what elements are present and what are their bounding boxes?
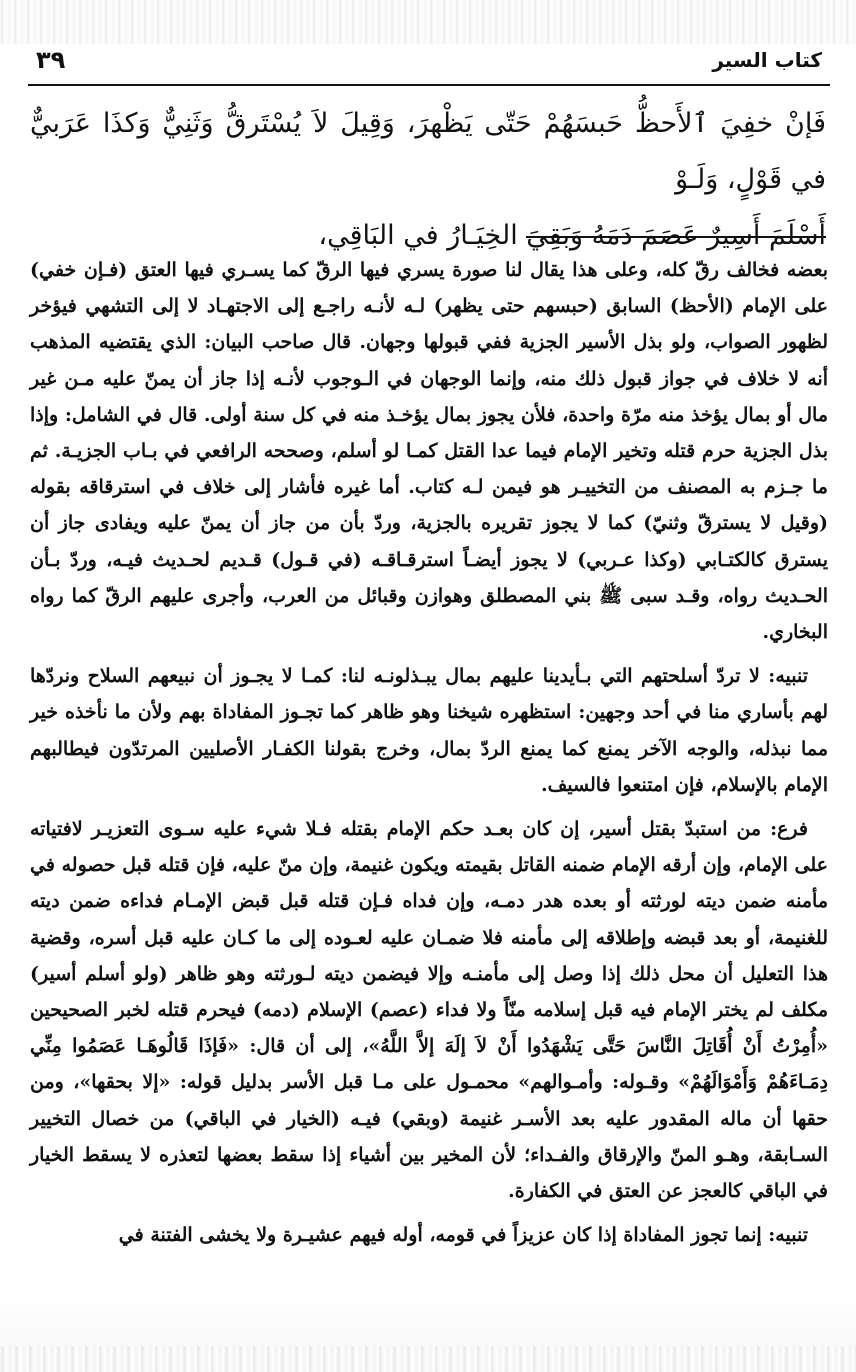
matn-sharh-divider — [526, 236, 826, 238]
header-rule — [28, 84, 830, 86]
running-head — [30, 44, 826, 84]
sharh-commentary — [30, 252, 828, 1253]
scan-edge-bottom — [0, 1346, 856, 1372]
book-title: كتاب السير — [712, 48, 822, 72]
scan-shading — [0, 1290, 856, 1350]
tanbih-paragraph-2: تنبيه: إنما تجوز المفاداة إذا كان عزيزاً في قومه، أوله فيهم عشيـرة ولا يخشى الفتنة في — [118, 1224, 808, 1247]
matn-text — [30, 96, 826, 264]
sharh-intro-paragraph: بعضه فخالف رقّ كله، وعلى هذا يقال لنا صورة يسري فيها الرقّ كما يسـري فيها العتق (فـإن خفي) على الإمام (الأحظ) السابق (حبسهم حتى يظهر) لـه لأنـه راجـع إلى الاجتهـاد لا إلى التشهي فيؤخر لظهور الصواب، ولو بذل الأسير الجزية ففي قبولها وجهان. قال صاحب البيان: الذي يقتضيه المذهب أنه لا خلاف في جواز قبول ذلك منه، وإنما الوجهان في الـوجوب لأنـه إذا جاز أن يمنّ عليه مـن غير مال أو بمال يؤخذ منه مرّة واحدة، فلأن يجوز بمال يؤخـذ منه في كل سنة أولى. قال في الشامل: وإذا بذل الجزية حرم قتله وتخير الإمام فيما عدا القتل كمـا لو أسلم، وصححه الرافعي في بـاب الجزيـة. ثم ما جـزم به المصنف من التخييـر هو فيمن لـه كتاب. أما غيره فأشار إلى خلاف في استرقاقه بقوله (وقيل لا يسترقّ وثنيّ) كما لا يجوز تقريره بالجزية، وردّ بأن من جاز أن يمنّ عليه ويفادى جاز أن يسترق كالكتـابي (وكذا عـربي) لا يجوز أيضـاً استرقـاقـه (في قـول) قـديم لحـديث فيـه، وردّ بـأن الحـديث رواه، وقـد سبى ﷺ بني المصطلق وهوازن وقبائل من العرب، وأجرى عليهم الرقّ كما رواه البخاري. — [30, 259, 828, 644]
scan-edge-top — [0, 0, 856, 44]
far-paragraph: فرع: من استبدّ بقتل أسير، إن كان بعـد حكم الإمام بقتله فـلا شيء عليه سـوى التعزيـر لافتياته على الإمام، وإن أرقه الإمام ضمنه القاتل بقيمته ويكون غنيمة، وإن منّ عليه، فإن قتله قبل حصوله في مأمنه ضمن ديته لورثته أو بعده هدر دمـه، وإن فداه فـإن قتله قبل قبض الإمـام فداءه ضمن ديته للغنيمة، أو بعد قبضه وإطلاقه إلى مأمنه فلا ضمـان عليه لعـوده إلى ما كـان عليه قبل أسره، وقضية هذا التعليل أن محل ذلك إذا وصل إلى مأمنـه وإلا فيضمن ديته لـورثته وهو ظاهر (ولو أسلم أسير) مكلف لم يختر الإمام فيه قبل إسلامه منّاً ولا فداء (عصم) الإسلام (دمه) فيحرم قتله لخبر الصحيحين «أُمِرْتُ أَنْ أُقَاتِلَ النَّاسَ حَتَّى يَشْهَدُوا أَنْ لاَ إلَهَ إلاَّ اللَّهُ»، إلى أن قال: «فَإذَا قَالُوهَـا عَصَمُوا مِنِّي دِمَـاءَهُمْ وَأَمْوَالَهُمْ» وقـوله: وأمـوالهم» محمـول على مـا قبل الأسر بدليل قوله: «إلا بحقها»، ومن حقها أن ماله المقدور عليه بعد الأسـر غنيمة (وبقي) فيـه (الخيار في الباقي) من خصال التخيير السـابقة، وهـو المنّ والإرقاق والفـداء؛ لأن المخير بين أشياء إذا سقط بعضها لتعذره لا يسقط الخيار في الباقي كالعجز عن العتق في الكفارة. — [30, 818, 828, 1203]
matn-line-1: فَإنْ خفِيَ ٱلأَحظُّ حَبسَهُمْ حَتّى يَظْهرَ، وَقِيلَ لاَ يُسْتَرقُّ وَثَنِيٌّ وَكذَا عَرَبيٌّ في قَوْلٍ، وَلَـوْ — [30, 108, 826, 195]
tanbih-paragraph-1: تنبيه: لا تردّ أسلحتهم التي بـأيدينا عليهم بمال يبـذلونـه لنا: كمـا لا يجـوز أن نبيعهم السلاح ونردّها لهم بأساري منا في أحد وجهين: استظهره شيخنا وهو ظاهر كما تجـوز المفاداة بهم ولأن ما نأخذه خير مما نبذله، والوجه الآخر يمنع كما يمنع الردّ بمال، وخرج بقولنا الكفـار الأصليين المرتدّون فيطالبهم الإمام بالإسلام، فإن امتنعوا فالسيف. — [30, 665, 828, 796]
matn-line-2: أَسْلَمَ أَسِيرٌ عَصَمَ دَمَهُ وَبَقِيَ الخِيَـارُ في البَاقِي، — [318, 220, 826, 251]
page-number: ٣٩ — [36, 46, 66, 74]
